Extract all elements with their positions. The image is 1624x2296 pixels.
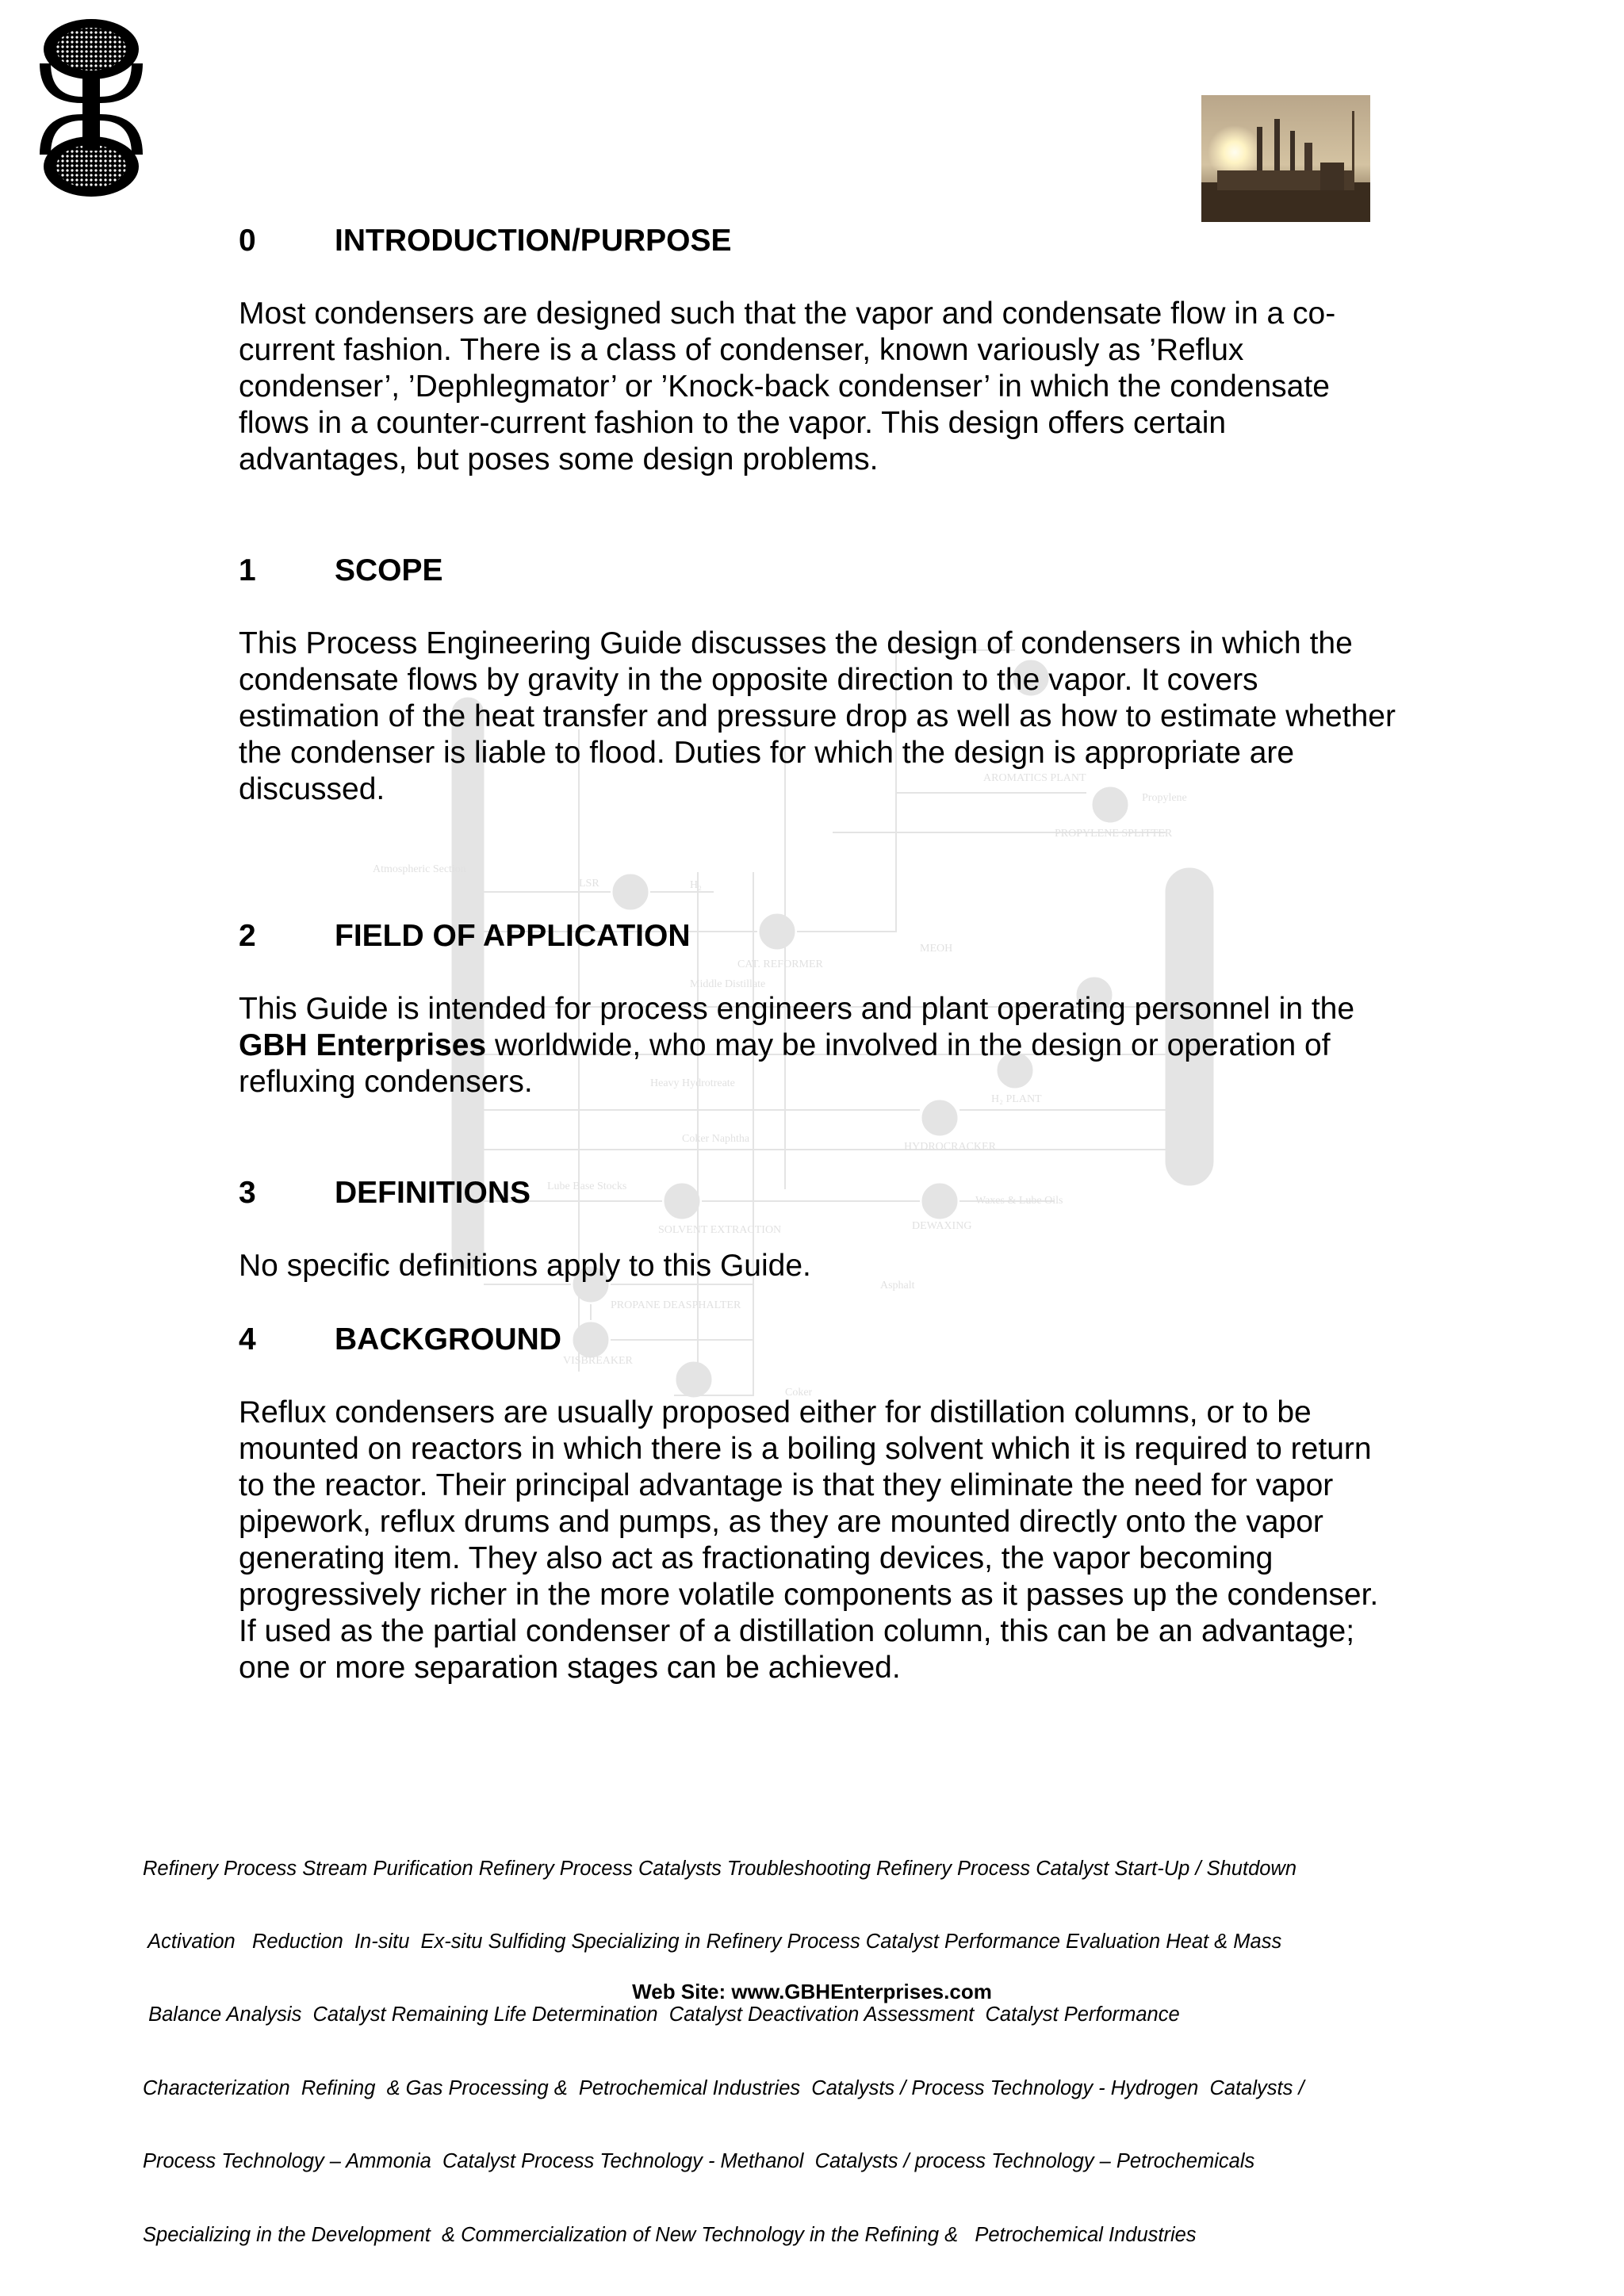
diagram-label-cat-reformer: CAT. REFORMER bbox=[737, 959, 823, 970]
diagram-label-lube: Lube Base Stocks bbox=[547, 1181, 627, 1192]
paragraph-text: This Guide is intended for process engineers and plant operating personnel in the bbox=[239, 992, 1355, 1026]
diagram-label-propane: PROPANE DEASPHALTER bbox=[611, 1299, 741, 1311]
website-link[interactable]: Web Site: www.GBHEnterprises.com bbox=[632, 1980, 992, 2003]
diagram-label-meoh: MEOH bbox=[920, 943, 953, 955]
footer-line: Process Technology – Ammonia Catalyst Process Technology - Methanol Catalysts / process Technology – Petrochemicals bbox=[143, 2150, 1255, 2173]
footer-line: Specializing in the Development & Commercialization of New Technology in the Refining & Petrochemical Industries bbox=[143, 2223, 1197, 2246]
reformer-unit bbox=[760, 914, 795, 949]
dewaxing-unit bbox=[922, 1184, 957, 1219]
coker-unit bbox=[676, 1362, 711, 1397]
section-title: FIELD OF APPLICATION bbox=[335, 919, 691, 953]
diagram-label-lsr: LSR bbox=[579, 878, 599, 890]
section-heading-2 bbox=[239, 918, 690, 955]
section-title: SCOPE bbox=[335, 553, 443, 587]
company-name: GBH Enterprises bbox=[239, 1028, 487, 1062]
section-heading-3 bbox=[239, 1175, 530, 1211]
section-paragraph-2 bbox=[239, 991, 1396, 1100]
diagram-label-asphalt: Asphalt bbox=[880, 1280, 915, 1292]
solvent-unit bbox=[665, 1184, 699, 1219]
section-paragraph-3: No specific definitions apply to this Guide. bbox=[239, 1249, 811, 1283]
section-number: 4 bbox=[239, 1322, 256, 1357]
footer-line: Characterization Refining & Gas Processing & Petrochemical Industries Catalysts / Process Technology - Hydrogen Catalysts / bbox=[143, 2076, 1304, 2099]
section-paragraph-4: Reflux condensers are usually proposed either for distillation columns, or to be mounted on reactors in which there is a boiling solvent which it is required to return to the reactor. Their principal advantage is that they eliminate the need for vapor pipework, reflux drums and pumps, as they are mounted directly onto the vapor generating item. They also act as fractionating devices, the vapor becoming progressively richer in the more volatile components as it passes up the condenser. If used as the partial condenser of a distillation column, this can be an advantage; one or more separation stages can be achieved. bbox=[239, 1395, 1379, 1685]
section-paragraph-0: Most condensers are designed such that the vapor and condensate flow in a co-current fashion. There is a class of condenser, known variously as ’Reflux condenser’, ’Dephlegmator’ or ’Knock-back condenser’ in which the condensate flows in a counter-current fashion to the vapor. This design offers certain advantages, but poses some design problems. bbox=[239, 297, 1336, 476]
diagram-label-waxes: Waxes & Lube Oils bbox=[975, 1195, 1063, 1207]
footer-services bbox=[143, 1808, 1380, 2296]
diagram-label-visbreaker: VISBREAKER bbox=[563, 1355, 633, 1367]
diagram-label-heavy-hydro: Heavy Hydrotreate bbox=[650, 1077, 735, 1089]
company-logo bbox=[32, 16, 151, 198]
footer-line: Balance Analysis Catalyst Remaining Life Determination Catalyst Deactivation Assessment Catalyst Performance bbox=[143, 2003, 1180, 2026]
section-number: 3 bbox=[239, 1176, 256, 1210]
section-number: 2 bbox=[239, 919, 256, 953]
footer-line: Activation Reduction In-situ Ex-situ Sulfiding Specializing in Refinery Process Catalyst Performance Evaluation Heat & Mass bbox=[143, 1930, 1282, 1953]
diagram-label-aromatics: AROMATICS PLANT bbox=[983, 772, 1086, 784]
section-number: 0 bbox=[239, 224, 256, 258]
diagram-label-solvent: SOLVENT EXTRACTION bbox=[658, 1224, 782, 1236]
diagram-label-coker-naphtha: Coker Naphtha bbox=[682, 1133, 750, 1145]
section-heading-4 bbox=[239, 1322, 561, 1358]
refinery-photo bbox=[1201, 95, 1370, 222]
diagram-label-h2: H₂ bbox=[690, 879, 702, 891]
section-number: 1 bbox=[239, 553, 256, 587]
lsr-unit bbox=[613, 874, 648, 909]
diagram-label-hydrocracker: HYDROCRACKER bbox=[904, 1141, 996, 1153]
diagram-label-coker: Coker bbox=[785, 1387, 813, 1399]
diagram-label-propylene: Propylene bbox=[1142, 792, 1187, 804]
diagram-label-middle-distillate: Middle Distillate bbox=[690, 978, 766, 990]
section-title: INTRODUCTION/PURPOSE bbox=[335, 224, 732, 258]
diagram-label-atm: Atmospheric Section bbox=[373, 863, 466, 875]
section-title: BACKGROUND bbox=[335, 1322, 561, 1357]
section-heading-1 bbox=[239, 553, 443, 589]
footer-line: Refinery Process Stream Purification Refinery Process Catalysts Troubleshooting Refinery Process Catalyst Start-Up / Shutdown bbox=[143, 1857, 1297, 1880]
paragraph-text: worldwide, who may be involved in the design or operation of refluxing condensers. bbox=[239, 1028, 1331, 1099]
diagram-label-h2-plant: H₂ PLANT bbox=[991, 1093, 1042, 1105]
section-title: DEFINITIONS bbox=[335, 1176, 531, 1210]
diagram-label-dewaxing: DEWAXING bbox=[912, 1220, 972, 1232]
section-heading-0 bbox=[239, 223, 732, 259]
diagram-label-propylene-splitter: PROPYLENE SPLITTER bbox=[1055, 828, 1173, 840]
section-paragraph-1: This Process Engineering Guide discusses the design of condensers in which the condensate flows by gravity in the opposite direction to the vapor. It covers estimation of the heat transfer and pressure drop as well as how to estimate whether the condenser is liable to flood. Duties for which the design is appropriate are discussed. bbox=[239, 626, 1396, 806]
hydrocracker-unit bbox=[922, 1100, 957, 1135]
